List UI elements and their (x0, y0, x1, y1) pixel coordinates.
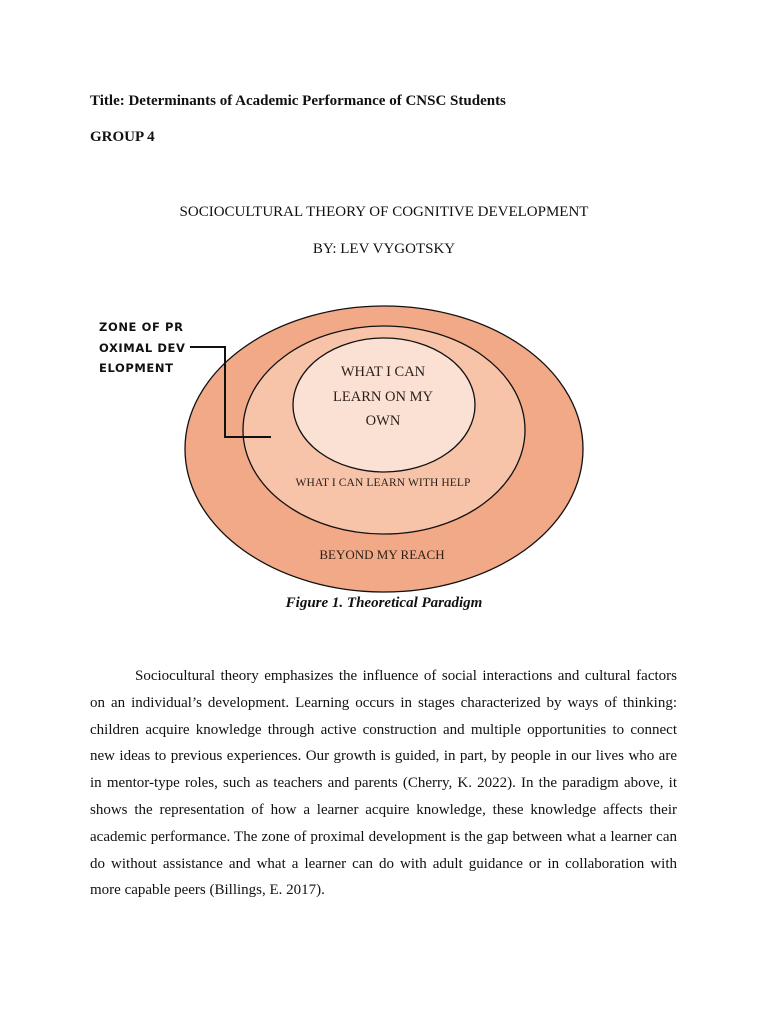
zpd-label: ZONE OF PROXIMAL DEVELOPMENT (99, 320, 186, 376)
body-paragraph: Sociocultural theory emphasizes the influence of social interactions and cultural factors on an individual’s development. Learning occurs in stages characterized by ways of thinking: children acquire knowledge through active construction and multiple opportunities to connect new ideas to previous experiences. Our growth is guided, in part, by people in our lives who are in mentor-type roles, such as teachers and parents (Cherry, K. 2022). In the paradigm above, it shows the representation of how a learner acquire knowledge, these knowledge affects their academic performance. The zone of proximal development is the gap between what a learner can do without assistance and what a learner can do with adult guidance or in collaboration with more capable peers (Billings, E. 2017). (90, 668, 677, 899)
group-label: GROUP 4 (90, 129, 155, 145)
figure-caption: Figure 1. Theoretical Paradigm (285, 595, 483, 611)
outer-oval-label: BEYOND MY REACH (319, 547, 445, 562)
middle-oval-label: WHAT I CAN LEARN WITH HELP (295, 477, 471, 489)
document-title: Title: Determinants of Academic Performance of CNSC Students (90, 93, 506, 109)
author-line: BY: LEV VYGOTSKY (312, 241, 456, 257)
theory-heading: SOCIOCULTURAL THEORY OF COGNITIVE DEVELOPMENT (179, 204, 589, 220)
inner-oval-label: WHAT I CAN LEARN ON MY OWN (333, 364, 433, 429)
